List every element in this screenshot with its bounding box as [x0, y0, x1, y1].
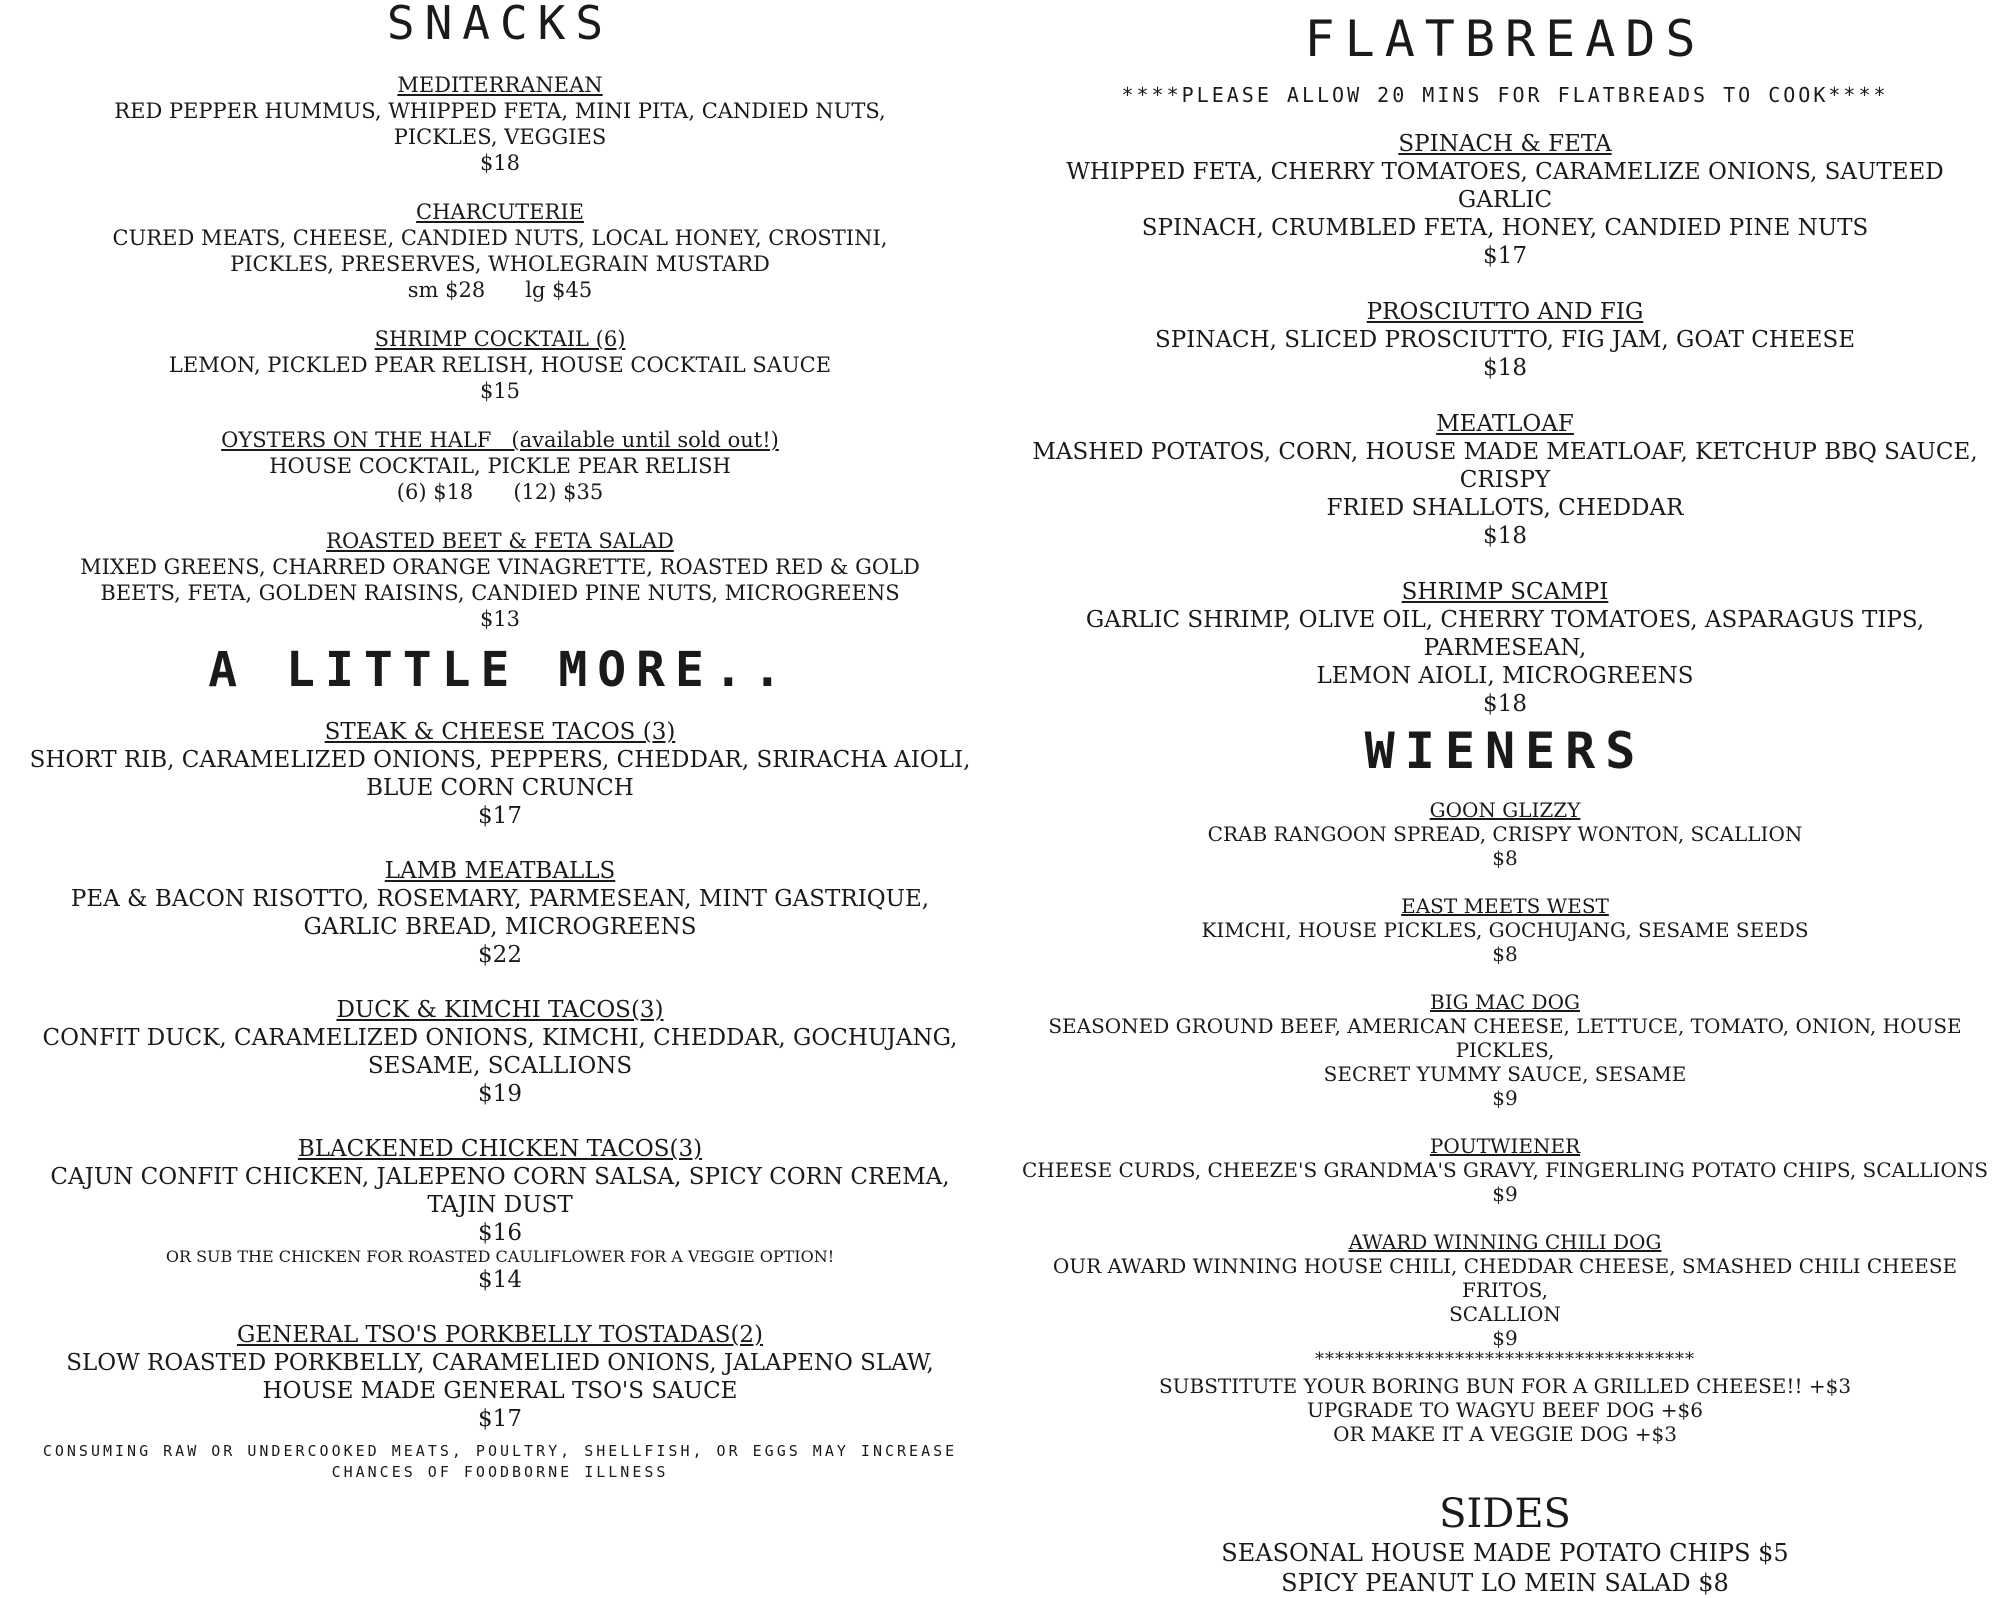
- item-price: $18: [1483, 355, 1527, 381]
- item-price: $13: [479, 607, 521, 631]
- item-price: $16: [478, 1220, 522, 1246]
- wieners-section: [1020, 722, 1990, 1446]
- item-desc: CONFIT DUCK, CARAMELIZED ONIONS, KIMCHI, CHEDDAR, GOCHUJANG,: [42, 1025, 958, 1051]
- sides-section: [1020, 1490, 1990, 1598]
- item-name: SHRIMP COCKTAIL (6): [374, 327, 626, 351]
- upgrade-line: SUBSTITUTE YOUR BORING BUN FOR A GRILLED CHEESE!! +$3: [1158, 1374, 1852, 1398]
- menu-item: [10, 72, 990, 176]
- item-desc: GARLIC SHRIMP, OLIVE OIL, CHERRY TOMATOES, ASPARAGUS TIPS, PARMESEAN,: [1085, 607, 1925, 661]
- snacks-title: SNACKS: [386, 0, 614, 50]
- item-name: SHRIMP SCAMPI: [1401, 579, 1609, 605]
- side-item: SEASONAL HOUSE MADE POTATO CHIPS $5: [1221, 1539, 1789, 1567]
- menu-item: [10, 1135, 990, 1294]
- item-price: $22: [478, 942, 522, 968]
- item-desc: MASHED POTATOS, CORN, HOUSE MADE MEATLOAF, KETCHUP BBQ SAUCE, CRISPY: [1032, 439, 1978, 493]
- item-name: OYSTERS ON THE HALF (available until sold out!): [221, 428, 779, 452]
- item-price: $15: [479, 379, 521, 403]
- item-name: LAMB MEATBALLS: [384, 858, 616, 884]
- menu-item: [1020, 1230, 1990, 1350]
- item-desc: SHORT RIB, CARAMELIZED ONIONS, PEPPERS, CHEDDAR, SRIRACHA AIOLI,: [29, 747, 971, 773]
- item-price: $18: [1483, 523, 1527, 549]
- sides-title: SIDES: [1439, 1491, 1571, 1537]
- item-price: $9: [1492, 1326, 1518, 1350]
- menu-item: [1020, 130, 1990, 270]
- a-little-more-title: A LITTLE MORE..: [208, 642, 792, 698]
- item-desc: SCALLION: [1449, 1302, 1561, 1326]
- item-desc: CHEESE CURDS, CHEEZE'S GRANDMA'S GRAVY, FINGERLING POTATO CHIPS, SCALLIONS: [1021, 1158, 1989, 1182]
- flatbreads-title: FLATBREADS: [1304, 10, 1706, 68]
- wiener-upgrades: [1020, 1374, 1990, 1446]
- item-price: $17: [478, 803, 522, 829]
- side-item: SPICY PEANUT LO MEIN SALAD $8: [1281, 1569, 1729, 1597]
- item-desc: BEETS, FETA, GOLDEN RAISINS, CANDIED PINE NUTS, MICROGREENS: [100, 581, 900, 605]
- left-column: [10, 0, 990, 1483]
- item-desc: HOUSE MADE GENERAL TSO'S SAUCE: [262, 1378, 738, 1404]
- item-desc: PICKLES, PRESERVES, WHOLEGRAIN MUSTARD: [230, 252, 770, 276]
- item-price: sm $28 lg $45: [407, 278, 593, 302]
- item-name: MEDITERRANEAN: [397, 73, 603, 97]
- menu-item: [10, 857, 990, 969]
- item-name: AWARD WINNING CHILI DOG: [1348, 1230, 1662, 1254]
- item-desc: TAJIN DUST: [427, 1192, 573, 1218]
- disclaimer-line: CONSUMING RAW OR UNDERCOOKED MEATS, POULTRY, SHELLFISH, OR EGGS MAY INCREASE: [42, 1442, 958, 1460]
- item-price: (6) $18 (12) $35: [396, 480, 604, 504]
- item-name: EAST MEETS WEST: [1401, 894, 1609, 918]
- menu-item: [10, 718, 990, 830]
- upgrade-line: OR MAKE IT A VEGGIE DOG +$3: [1333, 1422, 1677, 1446]
- menu-item: [1020, 298, 1990, 382]
- menu-item: [10, 528, 990, 632]
- menu-item: [10, 427, 990, 505]
- item-desc: LEMON AIOLI, MICROGREENS: [1316, 663, 1694, 689]
- item-desc: RED PEPPER HUMMUS, WHIPPED FETA, MINI PITA, CANDIED NUTS,: [114, 99, 886, 123]
- item-name: GOON GLIZZY: [1429, 798, 1581, 822]
- veggie-option-note: OR SUB THE CHICKEN FOR ROASTED CAULIFLOWER FOR A VEGGIE OPTION!: [165, 1247, 835, 1266]
- disclaimer-line: CHANCES OF FOODBORNE ILLNESS: [331, 1463, 669, 1481]
- item-name: POUTWIENER: [1429, 1134, 1581, 1158]
- item-desc: MIXED GREENS, CHARRED ORANGE VINAGRETTE, ROASTED RED & GOLD: [80, 555, 920, 579]
- wieners-title: WIENERS: [1364, 722, 1646, 780]
- item-price: $19: [478, 1081, 522, 1107]
- item-desc: OUR AWARD WINNING HOUSE CHILI, CHEDDAR CHEESE, SMASHED CHILI CHEESE FRITOS,: [1052, 1254, 1958, 1302]
- snacks-section: [10, 0, 990, 632]
- right-column: [1020, 0, 1990, 1598]
- item-price: $17: [1483, 243, 1527, 269]
- item-price: $18: [1483, 691, 1527, 717]
- item-desc: SESAME, SCALLIONS: [367, 1053, 633, 1079]
- item-desc: SLOW ROASTED PORKBELLY, CARAMELIED ONIONS, JALAPENO SLAW,: [66, 1350, 934, 1376]
- item-desc: SPINACH, CRUMBLED FETA, HONEY, CANDIED PINE NUTS: [1141, 215, 1869, 241]
- menu-item: [10, 996, 990, 1108]
- upgrade-line: UPGRADE TO WAGYU BEEF DOG +$6: [1306, 1398, 1704, 1422]
- item-name: BIG MAC DOG: [1430, 990, 1580, 1014]
- item-name: PROSCIUTTO AND FIG: [1366, 299, 1644, 325]
- item-price: $18: [479, 151, 521, 175]
- item-name: CHARCUTERIE: [416, 200, 584, 224]
- item-desc: SPINACH, SLICED PROSCIUTTO, FIG JAM, GOAT CHEESE: [1154, 327, 1856, 353]
- asterisk-divider: **************************************: [1315, 1349, 1695, 1370]
- flatbreads-section: [1020, 10, 1990, 718]
- item-desc: CURED MEATS, CHEESE, CANDIED NUTS, LOCAL HONEY, CROSTINI,: [112, 226, 888, 250]
- item-name: DUCK & KIMCHI TACOS(3): [336, 997, 664, 1023]
- menu-item: [1020, 410, 1990, 550]
- item-price: $17: [478, 1406, 522, 1432]
- item-desc: WHIPPED FETA, CHERRY TOMATOES, CARAMELIZE ONIONS, SAUTEED GARLIC: [1066, 159, 1944, 213]
- item-desc: BLUE CORN CRUNCH: [366, 775, 634, 801]
- item-desc: HOUSE COCKTAIL, PICKLE PEAR RELISH: [269, 454, 731, 478]
- menu-item: [1020, 798, 1990, 870]
- flatbreads-cook-time-notice: ****PLEASE ALLOW 20 MINS FOR FLATBREADS TO COOK****: [1121, 83, 1889, 107]
- a-little-more-section: [10, 642, 990, 1483]
- menu-item: [10, 326, 990, 404]
- food-safety-disclaimer: [10, 1441, 990, 1483]
- item-price: $9: [1492, 1182, 1518, 1206]
- menu-item: [1020, 1134, 1990, 1206]
- item-desc: SECRET YUMMY SAUCE, SESAME: [1323, 1062, 1687, 1086]
- item-price: $8: [1492, 846, 1518, 870]
- menu-item: [1020, 578, 1990, 718]
- item-desc: CAJUN CONFIT CHICKEN, JALEPENO CORN SALSA, SPICY CORN CREMA,: [50, 1164, 950, 1190]
- item-name: STEAK & CHEESE TACOS (3): [324, 719, 676, 745]
- item-name: ROASTED BEET & FETA SALAD: [326, 529, 674, 553]
- item-desc: SEASONED GROUND BEEF, AMERICAN CHEESE, LETTUCE, TOMATO, ONION, HOUSE PICKLES,: [1048, 1014, 1962, 1062]
- item-desc: GARLIC BREAD, MICROGREENS: [303, 914, 697, 940]
- item-price: $8: [1492, 942, 1518, 966]
- item-desc: PICKLES, VEGGIES: [393, 125, 607, 149]
- menu-item: [1020, 990, 1990, 1110]
- menu-item: [10, 1321, 990, 1433]
- item-name: BLACKENED CHICKEN TACOS(3): [297, 1136, 703, 1162]
- item-desc: CRAB RANGOON SPREAD, CRISPY WONTON, SCALLION: [1207, 822, 1803, 846]
- veggie-option-price: $14: [478, 1267, 522, 1293]
- menu-item: [10, 199, 990, 303]
- menu-item: [1020, 894, 1990, 966]
- item-name: MEATLOAF: [1436, 411, 1574, 437]
- item-desc: PEA & BACON RISOTTO, ROSEMARY, PARMESEAN, MINT GASTRIQUE,: [70, 886, 930, 912]
- item-price: $9: [1492, 1086, 1518, 1110]
- item-name: SPINACH & FETA: [1398, 131, 1612, 157]
- item-desc: KIMCHI, HOUSE PICKLES, GOCHUJANG, SESAME SEEDS: [1201, 918, 1809, 942]
- item-name: GENERAL TSO'S PORKBELLY TOSTADAS(2): [236, 1322, 764, 1348]
- item-desc: FRIED SHALLOTS, CHEDDAR: [1326, 495, 1684, 521]
- item-desc: LEMON, PICKLED PEAR RELISH, HOUSE COCKTAIL SAUCE: [168, 353, 832, 377]
